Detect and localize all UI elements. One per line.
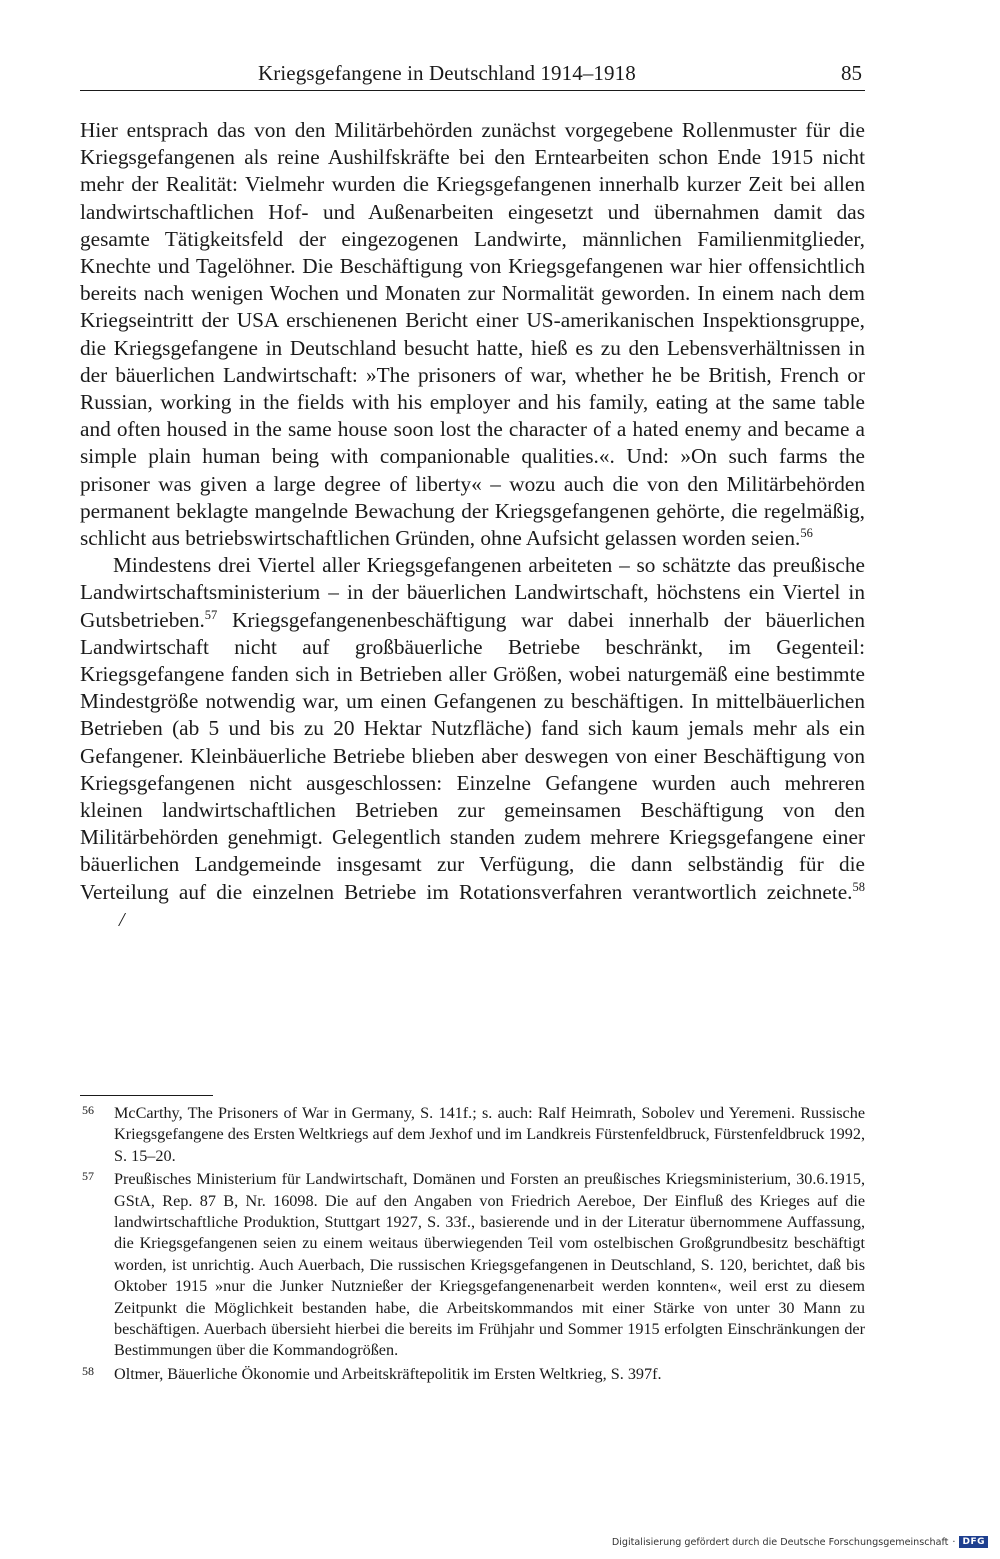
paragraph-1 xyxy=(80,117,865,552)
running-header xyxy=(80,58,865,91)
credit-separator: · xyxy=(952,1536,956,1548)
body-text xyxy=(80,117,865,934)
digitization-credit xyxy=(612,1536,988,1548)
paragraph-1-text: Hier entsprach das von den Militärbehörden zunächst vorgegebene Rollenmuster für die Kriegsgefangenen als reine Aushilfskräfte bei den Erntearbeiten schon Ende 1915 nicht mehr der Realität: Vielmehr wurden die Kriegsgefangenen innerhalb kurzer Zeit bei allen landwirtschaftlichen Hof- und Außenarbeiten eingesetzt und übernahmen damit das gesamte Tätigkeitsfeld der eingezogenen Landwirte, männlichen Familienmitglieder, Knechte und Tagelöhner. Die Beschäftigung von Kriegsgefangenen war hier offensichtlich bereits nach wenigen Wochen und Monaten zur Normalität geworden. In einem nach dem Kriegseintritt der USA erschienenen Bericht einer US-amerikanischen Inspektionsgruppe, die Kriegsgefangene in Deutschland besucht hatte, hieß es zu den Lebensverhältnissen in der bäuerlichen Landwirtschaft: »The prisoners of war, whether he be British, French or Russian, working in the fields with his employer and his family, eating at the same table and often housed in the same house soon lost the character of a hated enemy and became a simple plain human being with companionable qualities.«. Und: »On such farms the prisoner was given a large degree of liberty« – wozu auch die von den Militärbehörden permanent beklagte mangelnde Bewachung der Kriegsgefangenen gehörte, die regelmäßig, schlicht aus betriebswirtschaftlichen Gründen, ohne Aufsicht gelassen worden seien. xyxy=(80,118,865,551)
footnote-text: Preußisches Ministerium für Landwirtschaft, Domänen und Forsten an preußisches Kriegsministerium, 30.6.1915, GStA, Rep. 87 B, Nr. 16098. Die auf den Angaben von Friedrich Aereboe, Der Einfluß des Krieges auf die landwirtschaftliche Produktion, Stuttgart 1927, S. 33f., basierende und in der Literatur übernommene Auffassung, die Kriegsgefangenen seien zu einem weitaus überwiegenden Teil vom ostelbischen Großgrundbesitz beschäftigt worden, ist unrichtig. Auch Auerbach, Die russischen Kriegsgefangenen in Deutschland, S. 120, berichtet, daß bis Oktober 1915 »nur die Junker Nutznießer der Kriegsgefangenenarbeit werden konnten«, weil erst zu diesem Zeitpunkt die Möglichkeit bestanden habe, die Arbeitskommandos mit einer Stärke von unter 30 Mann zu beschäftigen. Auerbach übersieht hierbei die bereits im Frühjahr und Sommer 1915 erfolgten Einschränkungen der Bestimmungen über die Kommandogrößen. xyxy=(114,1170,865,1360)
footnote-number: 56 xyxy=(82,1103,94,1117)
paragraph-2 xyxy=(80,552,865,934)
footnote-58 xyxy=(80,1364,865,1385)
credit-text: Digitalisierung gefördert durch die Deutsche Forschungsgemeinschaft xyxy=(611,1536,949,1548)
paragraph-2-text-a: Mindestens drei Viertel aller Kriegsgefangenen arbeiteten – so schätzte das preußische Landwirtschaftsministerium – in der bäuerlichen Landwirtschaft, höchstens ein Viertel in Gutsbetrieben. xyxy=(80,553,865,632)
footnote-56 xyxy=(80,1103,865,1167)
footnote-number: 58 xyxy=(82,1363,94,1378)
footnotes xyxy=(80,1103,865,1387)
footnote-ref-56[interactable]: 56 xyxy=(800,526,813,541)
page-break-mark: / xyxy=(119,908,125,931)
footnote-text: Oltmer, Bäuerliche Ökonomie und Arbeitskräftepolitik im Ersten Weltkrieg, S. 397f. xyxy=(114,1364,662,1383)
footnote-57 xyxy=(80,1169,865,1362)
footnote-text: McCarthy, The Prisoners of War in Germany, S. 141f.; s. auch: Ralf Heimrath, Sobolev und Yeremeni. Russische Kriegsgefangene des Ersten Weltkriegs auf dem Jexhof und im Landkreis Fürstenfeldbruck, Fürstenfeldbruck 1992, S. 15–20. xyxy=(114,1104,865,1165)
footnote-number: 57 xyxy=(82,1169,94,1184)
footnote-ref-57[interactable]: 57 xyxy=(204,607,218,622)
paragraph-2-text-b: Kriegsgefangenenbeschäftigung war dabei innerhalb der bäuerlichen Landwirtschaft nicht auf großbäuerliche Betriebe beschränkt, im Gegenteil: Kriegsgefangene fanden sich in Betrieben aller Größen, wobei naturgemäß eine bestimmte Mindestgröße notwendig war, um einen Gefangenen zu beschäftigen. In mittelbäuerlichen Betrieben (ab 5 und bis zu 20 Hektar Nutzfläche) fand sich kaum jemals mehr als ein Gefangener. Kleinbäuerliche Betriebe blieben aber deswegen von einer Beschäftigung von Kriegsgefangenen nicht ausgeschlossen: Einzelne Gefangene wurden auch mehreren kleinen landwirtschaftlichen Betrieben zur gemeinsamen Beschäftigung von den Militärbehörden genehmigt. Gelegentlich standen zudem mehrere Kriegsgefangene einer bäuerlichen Landgemeinde insgesamt zur Verfügung, die dann selbständig für die Verteilung auf die einzelnen Betriebe im Rotationsverfahren verantwortlich zeichnete. xyxy=(80,607,865,904)
footnote-divider xyxy=(80,1095,213,1096)
page-number: 85 xyxy=(841,61,862,85)
running-title: Kriegsgefangene in Deutschland 1914–1918 xyxy=(258,61,636,85)
dfg-logo-icon: DFG xyxy=(959,1536,988,1548)
footnote-ref-58[interactable]: 58 xyxy=(852,879,865,894)
